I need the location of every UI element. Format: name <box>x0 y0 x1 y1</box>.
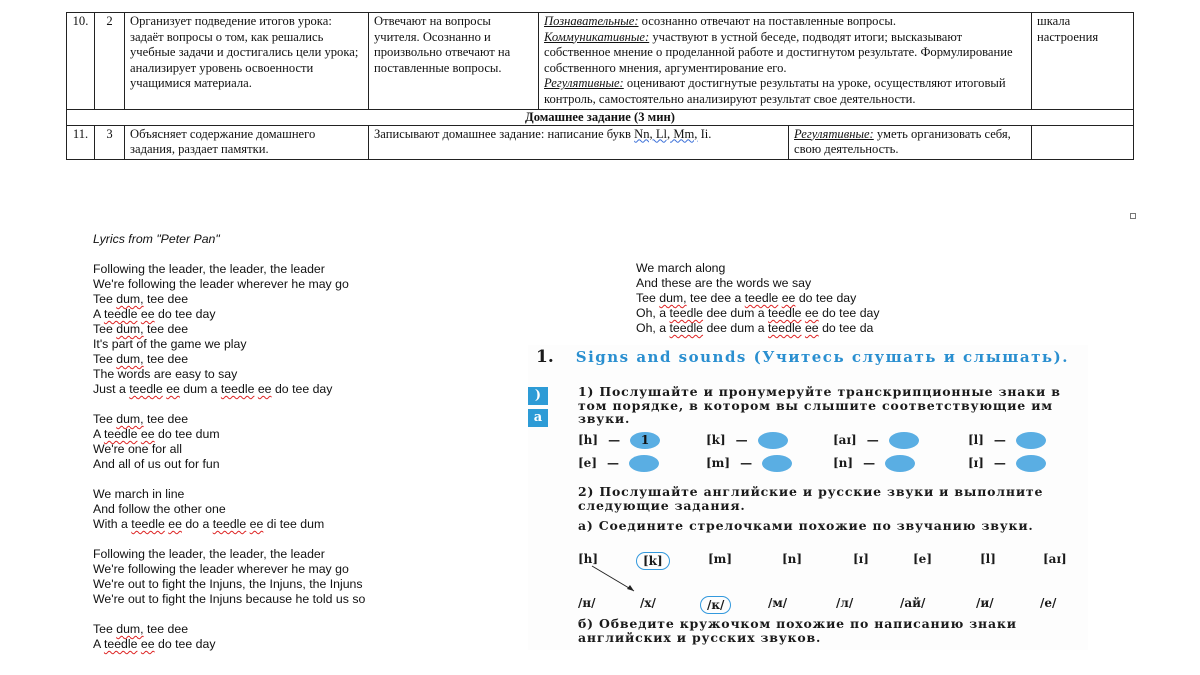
answer-oval[interactable] <box>629 455 659 472</box>
exercise-number: 1. <box>536 347 554 367</box>
table-row-10 <box>67 13 1134 110</box>
assessment-tool <box>1032 125 1134 159</box>
uud-label-communicative: Коммуникативные: <box>544 29 650 44</box>
uud-text-cognitive: осознанно отвечают на поставленные вопросы. <box>638 14 896 28</box>
sound-item[interactable]: [ɪ] <box>853 552 869 566</box>
transcription-symbol: [ɪ] <box>968 456 984 470</box>
lyric-line: Tee dum, tee dee <box>93 622 189 636</box>
listen-icon: ) <box>528 387 548 405</box>
uud-text-communicative: участвуют в устной беседе, подводят итоги; высказывают собственное мнение о проделанной работе и достигнутом результате. Формулирование собственного мнения, аргументирование его. <box>544 29 1013 75</box>
lyric-line: And these are the words we say <box>636 276 812 290</box>
transcription-cell <box>578 453 659 473</box>
dash: — <box>608 433 621 447</box>
uud-label-cognitive: Познавательные: <box>544 14 639 28</box>
answer-oval[interactable] <box>762 455 792 472</box>
homework-text: Записывают домашнее задание: написание букв <box>374 126 635 141</box>
transcription-cell <box>833 430 919 450</box>
uud-text-regulatory: оценивают достигнутые результаты на уроке, осуществляют итоговый контроль, самостоятельно анализируют результат свое деятельности. <box>544 76 1006 106</box>
answer-oval[interactable] <box>1016 455 1046 472</box>
homework-text-end: Ii. <box>697 126 712 141</box>
teacher-activity: Объясняет содержание домашнего задания, раздает памятки. <box>125 125 369 159</box>
dash: — <box>735 433 748 447</box>
dash: — <box>863 456 876 470</box>
transcription-symbol: [n] <box>833 456 854 470</box>
lyric-line: Tee dum, tee dee <box>93 412 189 426</box>
transcription-row-2 <box>578 453 1088 473</box>
section-row <box>67 109 1134 125</box>
lyric-line: Tee dum, tee dee <box>93 352 189 366</box>
dash: — <box>993 456 1006 470</box>
lyric-stanza <box>93 487 365 532</box>
write-icon: a <box>528 409 548 427</box>
teacher-activity: Организует подведение итогов урока: задаёт вопросы о том, как решались учебные задачи и достигались цели урока; анализирует уровень освоенности учащимися материала. <box>125 13 369 110</box>
lyric-line: Oh, a teedle dee dum a teedle ee do tee da <box>636 321 874 335</box>
lyric-line: A teedle ee do tee day <box>93 637 216 651</box>
lyrics-right-column <box>636 261 880 351</box>
lyric-line: Tee dum, tee dee <box>93 322 189 336</box>
sound-item[interactable]: /х/ <box>640 596 656 610</box>
assessment-tool: шкала настроения <box>1032 13 1134 110</box>
uud-cell <box>789 125 1032 159</box>
transcription-cell <box>968 453 1046 473</box>
task-2a: а) Соедините стрелочками похожие по звучанию звуки. <box>578 518 1034 533</box>
lyric-stanza <box>93 547 365 607</box>
lyric-line: The words are easy to say <box>93 367 238 381</box>
lyric-line: And all of us out for fun <box>93 457 220 471</box>
lyrics-title: Lyrics from "Peter Pan" <box>93 232 220 246</box>
transcription-symbol: [m] <box>706 456 731 470</box>
answer-oval[interactable] <box>885 455 915 472</box>
row-number: 11. <box>67 125 95 159</box>
student-activity: Отвечают на вопросы учителя. Осознанно и произвольно отвечают на поставленные вопросы. <box>369 13 539 110</box>
lyric-line: We march along <box>636 261 726 275</box>
lyric-line: Tee dum, tee dee <box>93 292 189 306</box>
transcription-symbol: [e] <box>578 456 597 470</box>
sound-item[interactable]: /и/ <box>976 596 994 610</box>
step-number: 3 <box>95 125 125 159</box>
transcription-symbol: [aɪ] <box>833 433 857 447</box>
exercise-heading <box>536 347 1076 367</box>
uud-text-regulatory: уметь организовать себя, свою деятельность. <box>794 126 1011 157</box>
section-title: Домашнее задание (3 мин) <box>67 109 1134 125</box>
sound-item[interactable]: [l] <box>980 552 996 566</box>
lyrics-left-column <box>93 232 365 667</box>
sound-item[interactable]: /л/ <box>836 596 854 610</box>
dash: — <box>740 456 753 470</box>
sound-item[interactable]: /м/ <box>768 596 788 610</box>
homework-letters: Nn, Ll, Mm, <box>634 126 698 141</box>
lyric-stanza <box>93 262 365 397</box>
textbook-excerpt <box>528 345 1088 650</box>
sound-item[interactable]: /к/ <box>700 596 731 614</box>
dash: — <box>866 433 879 447</box>
sound-item[interactable]: /ай/ <box>900 596 926 610</box>
uud-cell <box>539 13 1032 110</box>
lyric-line: We march in line <box>93 487 185 501</box>
row-number: 10. <box>67 13 95 110</box>
lyric-line: Oh, a teedle dee dum a teedle ee do tee day <box>636 306 880 320</box>
lyric-line: It's part of the game we play <box>93 337 247 351</box>
dash: — <box>607 456 619 470</box>
transcription-cell <box>706 430 788 450</box>
answer-oval[interactable] <box>758 432 788 449</box>
sound-item[interactable]: [k] <box>636 552 670 570</box>
lyric-line: A teedle ee do tee day <box>93 307 216 321</box>
lyric-line: We're out to fight the Injuns because he told us so <box>93 592 366 606</box>
table-resize-handle[interactable] <box>1130 213 1136 219</box>
step-number: 2 <box>95 13 125 110</box>
sound-item[interactable]: [h] <box>578 552 599 566</box>
exercise-title: Signs and sounds (Учитесь слушать и слышать). <box>575 348 1069 366</box>
lyric-line: We're following the leader wherever he may go <box>93 562 349 576</box>
connecting-arrow <box>590 564 638 594</box>
student-activity <box>369 125 789 159</box>
lyric-line: A teedle ee do tee dum <box>93 427 220 441</box>
transcription-row-1 <box>578 430 1088 450</box>
sound-item[interactable]: /е/ <box>1040 596 1057 610</box>
lesson-plan-table <box>66 12 1134 160</box>
sound-item[interactable]: [e] <box>913 552 932 566</box>
transcription-cell <box>968 430 1046 450</box>
transcription-cell <box>833 453 915 473</box>
lyric-line: With a teedle ee do a teedle ee di tee dum <box>93 517 325 531</box>
lyric-stanza <box>636 261 880 336</box>
table-row-11 <box>67 125 1134 159</box>
transcription-symbol: [h] <box>578 433 599 447</box>
lyric-line: We're following the leader wherever he may go <box>93 277 349 291</box>
sound-item[interactable]: [n] <box>782 552 803 566</box>
answer-oval[interactable] <box>889 432 919 449</box>
transcription-cell <box>706 453 792 473</box>
dash: — <box>993 433 1006 447</box>
sound-item[interactable]: /н/ <box>578 596 596 610</box>
transcription-symbol: [l] <box>968 433 984 447</box>
uud-label-regulatory: Регулятивные: <box>544 76 624 91</box>
task-2: 2) Послушайте английские и русские звуки и выполните следующие задания. <box>578 484 1044 513</box>
answer-oval[interactable] <box>1016 432 1046 449</box>
lyric-line: And follow the other one <box>93 502 226 516</box>
sound-item[interactable]: [m] <box>708 552 733 566</box>
transcription-symbol: [k] <box>706 433 726 447</box>
lyric-line: Following the leader, the leader, the leader <box>93 547 325 561</box>
lyric-line: We're out to fight the Injuns, the Injuns, the Injuns <box>93 577 363 591</box>
lyric-stanza <box>93 412 365 472</box>
answer-oval[interactable]: 1 <box>630 432 660 449</box>
uud-label-regulatory: Регулятивные: <box>794 126 874 141</box>
lyric-line: Just a teedle ee dum a teedle ee do tee day <box>93 382 333 396</box>
task-2b: б) Обведите кружочком похожие по написанию знаки английских и русских звуков. <box>578 616 1017 645</box>
sound-item[interactable]: [aɪ] <box>1043 552 1067 566</box>
lyric-line: Following the leader, the leader, the leader <box>93 262 325 276</box>
lyric-stanza <box>93 622 365 652</box>
task-1: 1) Послушайте и пронумеруйте транскрипционные знаки в том порядке, в котором вы слышите соответствующие им звуки. <box>578 384 1061 426</box>
lyric-line: Tee dum, tee dee a teedle ee do tee day <box>636 291 857 305</box>
transcription-cell <box>578 430 660 450</box>
lyric-line: We're one for all <box>93 442 182 456</box>
